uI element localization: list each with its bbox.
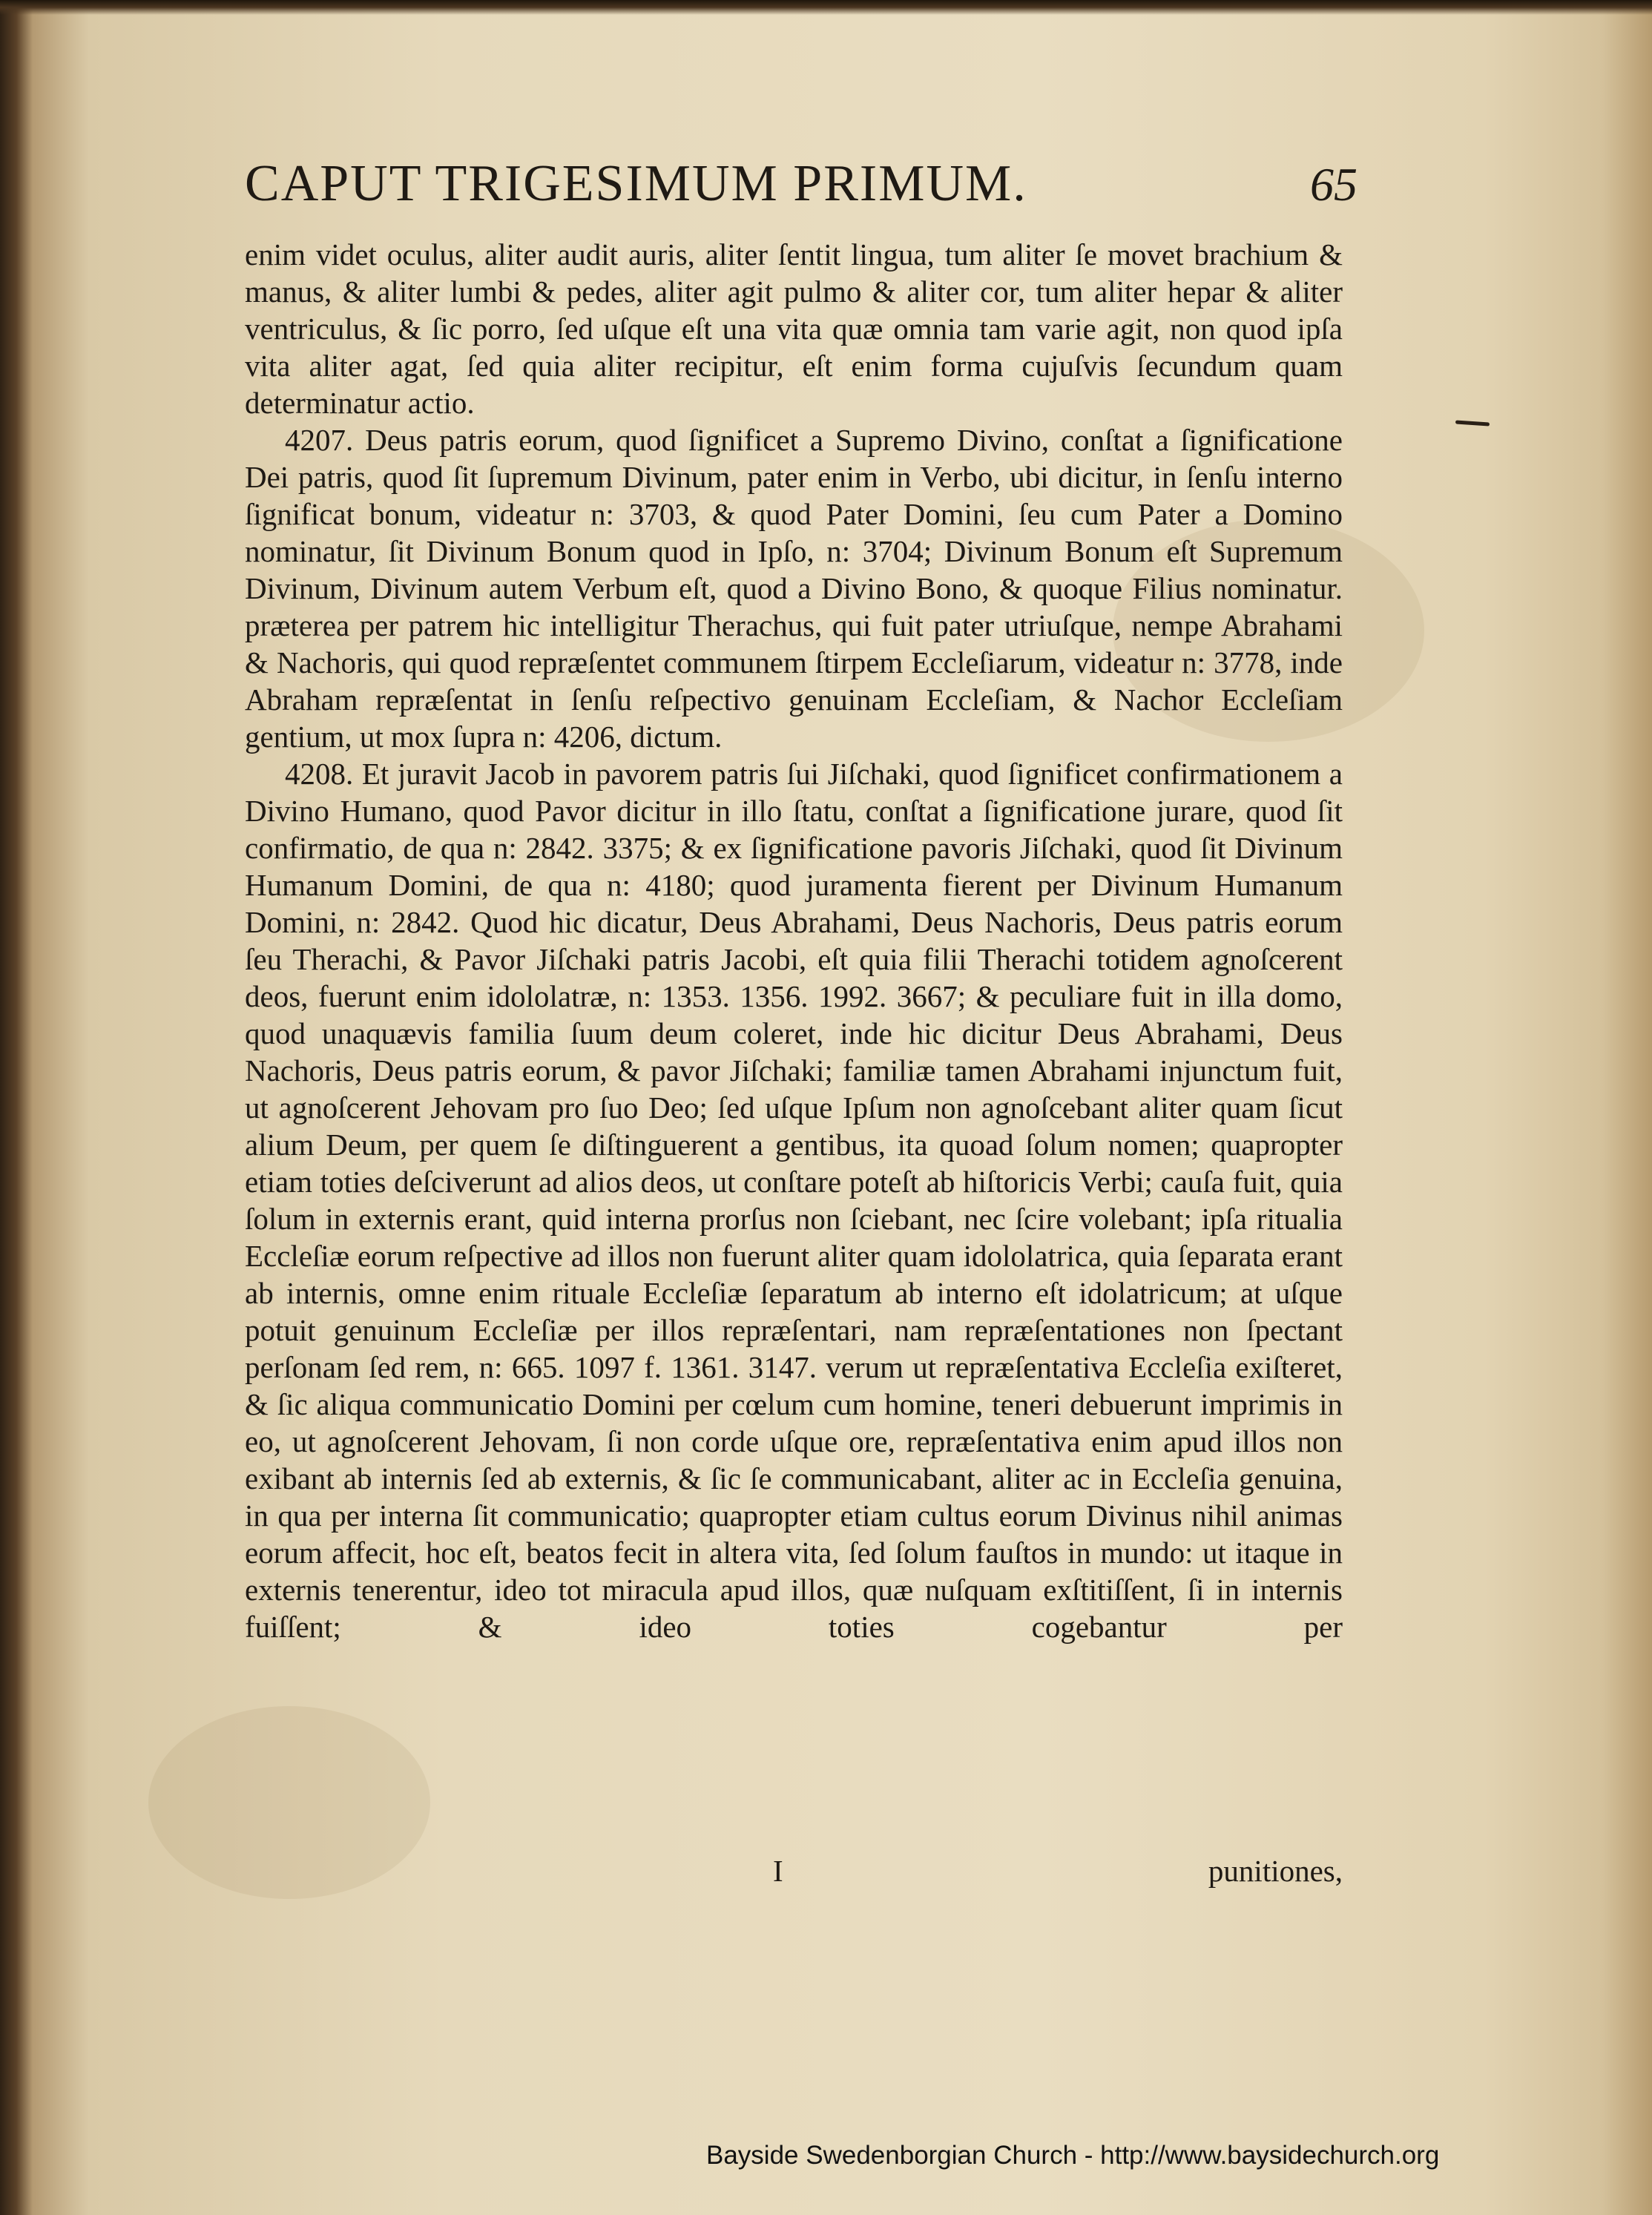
- page-header: [245, 154, 1358, 221]
- running-title: CAPUT TRIGESIMUM PRIMUM.: [245, 155, 1027, 212]
- ink-mark: [1455, 420, 1490, 426]
- page-top-edge: [0, 0, 1652, 15]
- watermark-credit: Bayside Swedenborgian Church - http://www.baysidechurch.org: [706, 2141, 1440, 2170]
- page-number: 65: [1310, 158, 1358, 211]
- body-text: [245, 236, 1343, 1645]
- paragraph-4207: 4207. Deus patris eorum, quod ſignificet a Supremo Divino, conſtat a ſignificatione Dei patris, quod ſit ſupremum Divinum, pater enim in Verbo, ubi dicitur, in ſenſu interno ſignificat bonum, videatur n: 3703, & quod Pater Domini, ſeu cum Pater a Domino nominatur, ſit Divinum Bonum quod in Ipſo, n: 3704; Divinum Bonum eſt Supremum Divinum, Divinum autem Verbum eſt, quod a Divino Bono, & quoque Filius nominatur. præterea per patrem hic intelligitur Therachus, qui fuit pater utriuſque, nempe Abrahami & Nachoris, qui quod repræſentet communem ſtirpem Eccleſiarum, videatur n: 3778, inde Abraham repræſentat in ſenſu reſpectivo genuinam Eccleſiam, & Nachor Eccleſiam gentium, ut mox ſupra n: 4206, dictum.: [245, 423, 1343, 754]
- page-footer: [245, 1852, 1343, 1892]
- catchword: punitiones,: [1208, 1854, 1343, 1888]
- paragraph-continued: enim videt oculus, aliter audit auris, aliter ſentit lingua, tum aliter ſe movet brachium & manus, & aliter lumbi & pedes, aliter agit pulmo & aliter cor, tum aliter hepar & aliter ventriculus, & ſic porro, ſed uſque eſt una vita quæ omnia tam varie agit, non quod ipſa vita aliter agat, ſed quia aliter recipitur, eſt enim forma cujuſvis ſecundum quam determinatur actio.: [245, 237, 1343, 420]
- paragraph-4208: 4208. Et juravit Jacob in pavorem patris ſui Jiſchaki, quod ſignificet confirmationem a Divino Humano, quod Pavor dicitur in illo ſtatu, conſtat a ſignificatione jurare, quod ſit confirmatio, de qua n: 2842. 3375; & ex ſignificatione pavoris Jiſchaki, quod ſit Divinum Humanum Domini, de qua n: 4180; quod juramenta fierent per Divinum Humanum Domini, n: 2842. Quod hic dicatur, Deus Abrahami, Deus Nachoris, Deus patris eorum ſeu Therachi, & Pavor Jiſchaki patris Jacobi, eſt quia filii Therachi totidem agnoſcerent deos, fuerunt enim idololatræ, n: 1353. 1356. 1992. 3667; & peculiare fuit in illa domo, quod unaquævis familia ſuum deum coleret, inde hic dicitur Deus Abrahami, Deus Nachoris, Deus patris eorum, & pavor Jiſchaki; familiæ tamen Abrahami injunctum fuit, ut agnoſcerent Jehovam pro ſuo Deo; ſed uſque Ipſum non agnoſcebant aliter quam ſicut alium Deum, per quem ſe diſtinguerent a gentibus, ita quoad ſolum nomen; quapropter etiam toties deſciverunt ad alios deos, ut conſtare poteſt ab hiſtoricis Verbi; cauſa fuit, quia ſolum in externis erant, quid interna prorſus non ſciebant, nec ſcire volebant; ipſa ritualia Eccleſiæ eorum reſpective ad illos non fuerunt aliter quam idololatrica, quia ſeparata erant ab internis, omne enim rituale Eccleſiæ ſeparatum ab interno eſt idolatricum; at uſque potuit genuinum Eccleſiæ per illos repræſentari, nam repræſentationes non ſpectant perſonam ſed rem, n: 665. 1097 f. 1361. 3147. verum ut repræſentativa Eccleſia exiſteret, & ſic aliqua communicatio Domini per cœlum cum homine, teneri debuerunt imprimis in eo, ut agnoſcerent Jehovam, ſi non corde uſque ore, repræſentativa enim apud illos non exibant ab internis ſed ab externis, & ſic ſe communicabant, aliter ac in Eccleſia genuina, in qua per interna ſit communicatio; quapropter etiam cultus eorum Divinus nihil animas eorum affecit, hoc eſt, beatos fecit in altera vita, ſed ſolum fauſtos in mundo: ut itaque in externis tenerentur, ideo tot miracula apud illos, quæ nuſquam exſtitiſſent, ſi in internis fuiſſent; & ideo toties cogebantur per: [245, 757, 1343, 1644]
- signature-mark: I: [773, 1854, 783, 1888]
